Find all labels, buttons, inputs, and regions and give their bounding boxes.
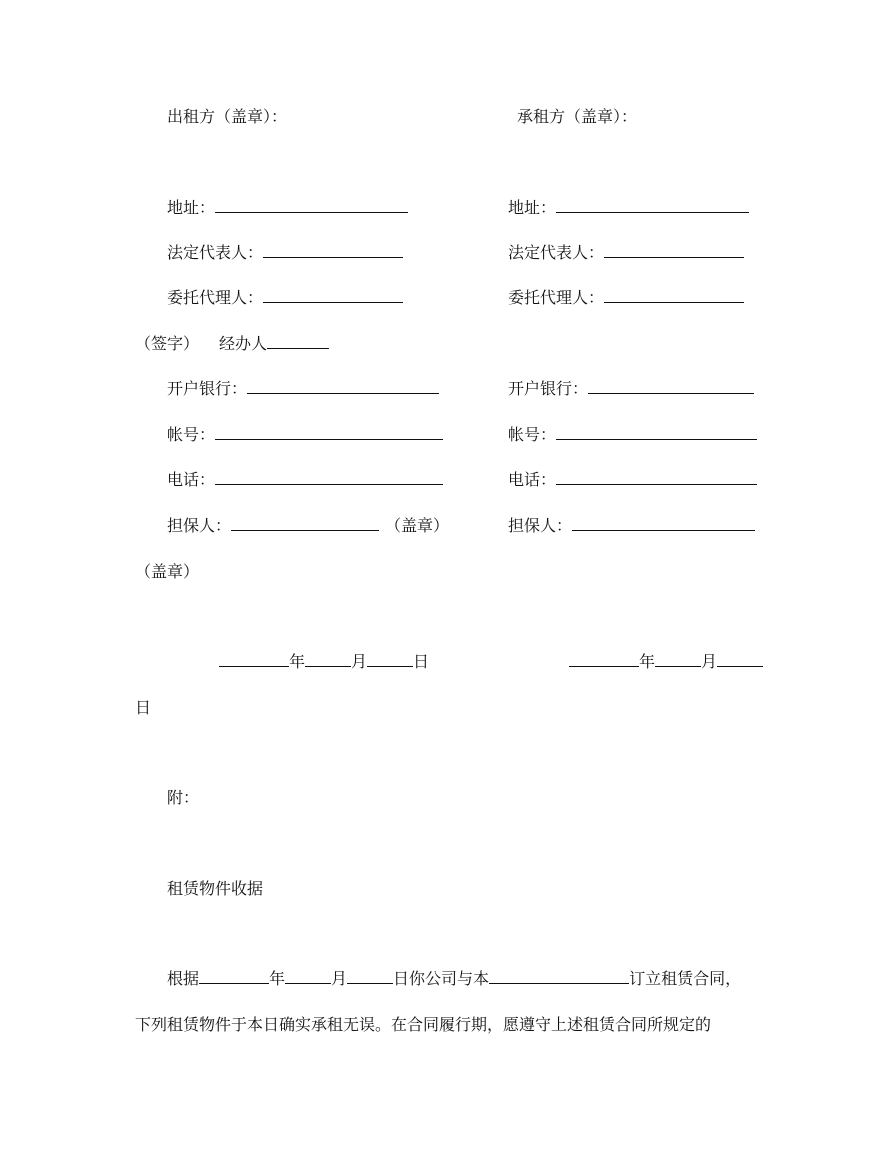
lessor-date-row (219, 651, 429, 673)
lessor-year-label: 年 (289, 652, 306, 671)
lessee-account-label: 帐号： (508, 425, 557, 444)
lessee-bank-field[interactable] (588, 378, 754, 394)
receipt-company-field[interactable] (489, 968, 629, 984)
lessor-bank-label: 开户银行： (167, 379, 248, 398)
lessor-agent-field[interactable] (263, 287, 403, 303)
lessor-guarantor-row (167, 515, 449, 537)
receipt-month-label: 月 (331, 969, 348, 988)
lessee-bank-label: 开户银行： (508, 379, 589, 398)
lessee-month-field[interactable] (655, 651, 701, 667)
lessor-guarantor-field[interactable] (231, 515, 379, 531)
lessee-address-row (508, 197, 749, 219)
lessee-legal-rep-label: 法定代表人： (508, 243, 605, 262)
lessor-guarantor-label: 担保人： (167, 516, 232, 535)
lessee-date-row (569, 651, 763, 673)
receipt-day-field[interactable] (347, 968, 393, 984)
receipt-contract: 订立租赁合同， (629, 969, 742, 988)
lessor-bank-row (167, 378, 439, 400)
lessor-seal-label: 出租方（盖章）： (167, 107, 288, 126)
lessor-legal-rep-row (167, 242, 403, 264)
receipt-month-field[interactable] (285, 968, 331, 984)
lessee-address-field[interactable] (556, 197, 749, 213)
lessor-agent-label: 委托代理人： (167, 288, 264, 307)
lessor-day-field[interactable] (367, 651, 413, 667)
signature-row (135, 333, 329, 355)
lessee-guarantor-field[interactable] (572, 515, 755, 531)
signature-note: （签字） (135, 334, 200, 353)
lessee-year-label: 年 (639, 652, 656, 671)
lessor-account-field[interactable] (215, 424, 443, 440)
receipt-line-2: 下列租赁物件于本日确实承租无误。在合同履行期，愿遵守上述租赁合同所规定的 (135, 1015, 712, 1034)
lessee-day-label: 日 (135, 698, 152, 717)
lessor-legal-rep-field[interactable] (263, 242, 403, 258)
lessee-phone-row (508, 469, 757, 491)
lessor-address-row (167, 197, 408, 219)
lessee-account-row (508, 424, 757, 446)
receipt-year-label: 年 (269, 969, 286, 988)
lessee-bank-row (508, 378, 754, 400)
receipt-day-company: 日你公司与本 (393, 969, 490, 988)
lessor-account-label: 帐号： (167, 425, 216, 444)
lessor-agent-row (167, 287, 403, 309)
lessee-guarantor-label: 担保人： (508, 516, 573, 535)
receipt-year-field[interactable] (199, 968, 269, 984)
lessor-phone-field[interactable] (215, 469, 443, 485)
handler-label: 经办人 (219, 334, 268, 353)
lessee-day-field[interactable] (717, 651, 763, 667)
lessee-address-label: 地址： (508, 198, 557, 217)
receipt-title: 租赁物件收据 (167, 879, 264, 898)
lessor-account-row (167, 424, 443, 446)
receipt-line-1 (167, 968, 741, 990)
lessee-phone-field[interactable] (556, 469, 757, 485)
lessee-month-label: 月 (701, 652, 718, 671)
lessor-address-label: 地址： (167, 198, 216, 217)
lessor-day-label: 日 (413, 652, 430, 671)
lessee-phone-label: 电话： (508, 470, 557, 489)
lessor-month-label: 月 (351, 652, 368, 671)
lessor-phone-row (167, 469, 443, 491)
lessee-agent-label: 委托代理人： (508, 288, 605, 307)
appendix-label: 附： (167, 788, 200, 807)
lessor-legal-rep-label: 法定代表人： (167, 243, 264, 262)
lessee-seal-label: 承租方（盖章）： (517, 107, 638, 126)
lessor-year-field[interactable] (219, 651, 289, 667)
lessor-address-field[interactable] (215, 197, 408, 213)
lessor-month-field[interactable] (305, 651, 351, 667)
lessee-guarantor-row (508, 515, 755, 537)
lessee-agent-row (508, 287, 744, 309)
lessee-agent-field[interactable] (604, 287, 744, 303)
lessor-bank-field[interactable] (247, 378, 439, 394)
lessee-account-field[interactable] (556, 424, 757, 440)
lessee-year-field[interactable] (569, 651, 639, 667)
handler-field[interactable] (267, 333, 329, 349)
receipt-according: 根据 (167, 969, 200, 988)
lessee-legal-rep-row (508, 242, 744, 264)
lessor-guarantor-seal: （盖章） (385, 516, 450, 535)
lessee-legal-rep-field[interactable] (604, 242, 744, 258)
lessor-phone-label: 电话： (167, 470, 216, 489)
seal-note: （盖章） (135, 562, 200, 581)
